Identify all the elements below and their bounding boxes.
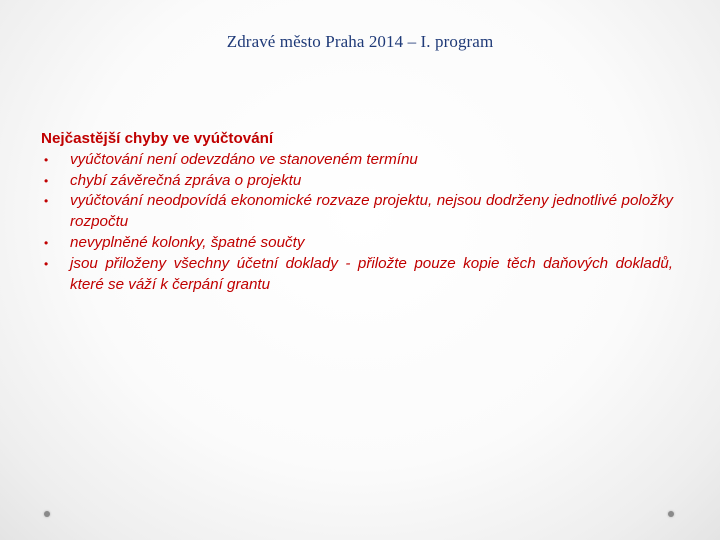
bullet-item	[41, 150, 673, 171]
decorative-dot-icon	[44, 511, 50, 517]
bullet-text: chybí závěrečná zpráva o projektu	[70, 171, 302, 189]
decorative-dot-icon	[668, 511, 674, 517]
bullet-text: jsou přiloženy všechny účetní doklady - přiložte pouze kopie těch daňových dokladů, které se váží k čerpání grantu	[70, 254, 673, 293]
bullet-item	[41, 254, 673, 296]
bullet-list	[41, 150, 673, 296]
bullet-icon: •	[44, 173, 49, 188]
bullet-item	[41, 233, 673, 254]
slide-title: Zdravé město Praha 2014 – I. program	[226, 32, 494, 51]
section-heading: Nejčastější chyby ve vyúčtování	[41, 130, 274, 147]
bullet-text: nevyplněné kolonky, špatné součty	[70, 233, 305, 251]
bullet-item	[41, 191, 673, 233]
bullet-text: vyúčtování není odevzdáno ve stanoveném termínu	[70, 150, 418, 168]
bullet-text: vyúčtování neodpovídá ekonomické rozvaze projektu, nejsou dodrženy jednotlivé položky rozpočtu	[70, 192, 673, 231]
slide-content	[41, 129, 673, 295]
bullet-icon: •	[44, 152, 49, 167]
bullet-icon: •	[44, 194, 49, 209]
bullet-item	[41, 171, 673, 192]
bullet-icon: •	[44, 235, 49, 250]
bullet-icon: •	[44, 256, 49, 271]
